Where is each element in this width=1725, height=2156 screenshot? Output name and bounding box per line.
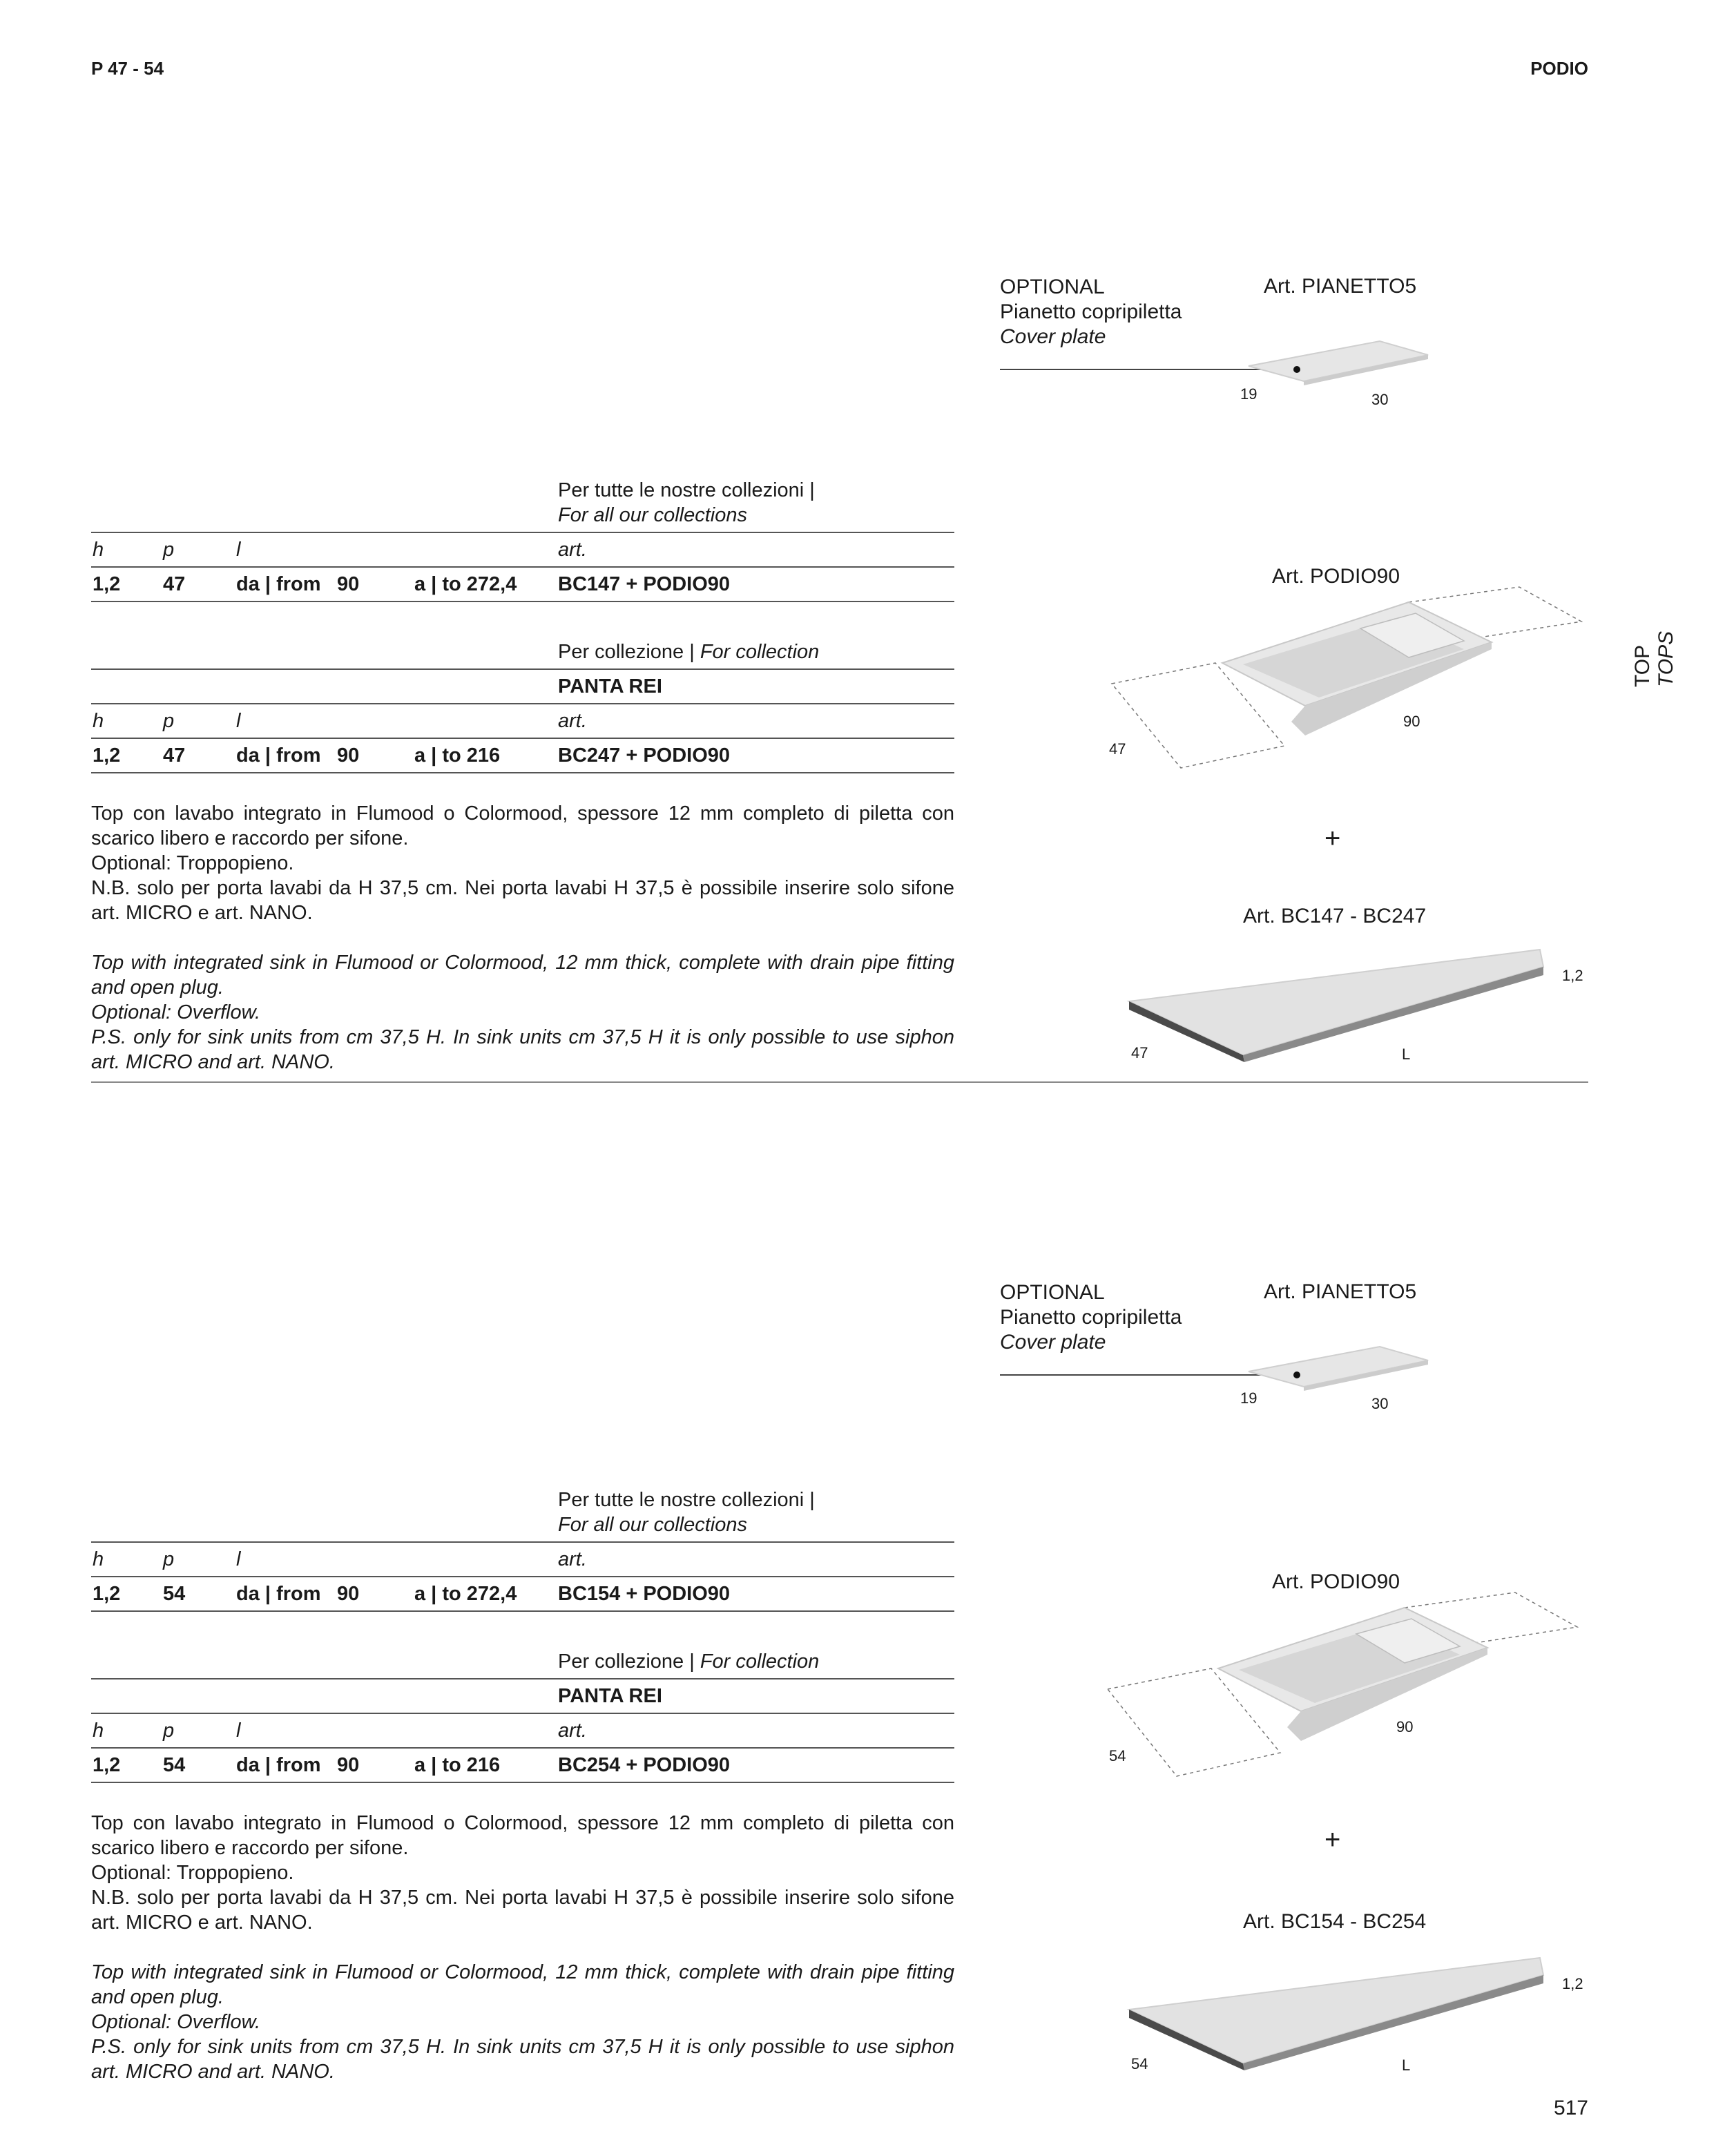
table-header-row bbox=[91, 1543, 954, 1577]
top-slab-drawing bbox=[1126, 1954, 1554, 2079]
header-art: art. bbox=[558, 539, 587, 561]
header-p: p bbox=[163, 710, 175, 732]
top-dim-depth: 47 bbox=[1131, 1044, 1148, 1061]
podio-drawing bbox=[1105, 587, 1588, 773]
page-range: P 47 - 54 bbox=[91, 58, 164, 79]
product-section-1 bbox=[0, 0, 1725, 1073]
cell-from-value: 90 bbox=[337, 573, 360, 595]
description-en-3: P.S. only for sink units from cm 37,5 H. In sink units cm 37,5 H it is only possible to use siphon art. MICRO and art. NANO. bbox=[91, 1026, 954, 1073]
podio-dim-depth: 54 bbox=[1109, 1747, 1126, 1764]
cell-p: 47 bbox=[163, 744, 186, 767]
description-en-1: Top with integrated sink in Flumood or Colormood, 12 mm thick, complete with drain pipe fitting and open plug. bbox=[91, 952, 954, 999]
cell-from-label: da | from bbox=[236, 744, 321, 767]
collection-name-row bbox=[91, 1679, 954, 1714]
table-all-collections bbox=[91, 477, 954, 602]
table-collection-caption: Per collezione | For collection bbox=[558, 641, 820, 663]
top-art-label: Art. BC154 - BC254 bbox=[1243, 1910, 1427, 1933]
podio-dim-width: 90 bbox=[1396, 1718, 1414, 1735]
header-art: art. bbox=[558, 1548, 587, 1570]
cell-h: 1,2 bbox=[93, 1583, 121, 1605]
podio-art-label: Art. PODIO90 bbox=[1272, 1570, 1400, 1593]
table-all-collections bbox=[91, 1486, 954, 1612]
podio-drawing bbox=[1101, 1592, 1584, 1779]
plus-sign: + bbox=[1324, 823, 1341, 854]
cell-art: BC147 + PODIO90 bbox=[558, 573, 731, 595]
podio-dim-width: 90 bbox=[1403, 713, 1420, 730]
description-en-1: Top with integrated sink in Flumood or Colormood, 12 mm thick, complete with drain pipe fitting and open plug. bbox=[91, 1961, 954, 2008]
table-header-row bbox=[91, 704, 954, 739]
header-h: h bbox=[93, 1720, 104, 1742]
description-it-1: Top con lavabo integrato in Flumood o Colormood, spessore 12 mm completo di piletta con scarico libero e raccordo per sifone. bbox=[91, 802, 954, 849]
header-h: h bbox=[93, 539, 104, 561]
table-row bbox=[91, 568, 954, 602]
cover-plate-dim-width: 30 bbox=[1371, 391, 1389, 408]
top-dim-length: L bbox=[1402, 2057, 1411, 2074]
cell-art: BC254 + PODIO90 bbox=[558, 1754, 731, 1776]
top-dim-height: 1,2 bbox=[1562, 967, 1583, 984]
table-caption-italic: For all our collections bbox=[558, 1514, 747, 1536]
table-row bbox=[91, 739, 954, 773]
cell-to: a | to 272,4 bbox=[414, 1583, 517, 1605]
description-en-2: Optional: Overflow. bbox=[91, 1001, 260, 1023]
optional-line2: Cover plate bbox=[1000, 1331, 1106, 1354]
top-dim-depth: 54 bbox=[1131, 2055, 1148, 2072]
header-art: art. bbox=[558, 1720, 587, 1742]
podio-art-label: Art. PODIO90 bbox=[1272, 565, 1400, 588]
cell-from-value: 90 bbox=[337, 1754, 360, 1776]
header-h: h bbox=[93, 710, 104, 732]
product-section-2 bbox=[0, 1007, 1725, 2083]
cell-h: 1,2 bbox=[93, 744, 121, 767]
cell-h: 1,2 bbox=[93, 1754, 121, 1776]
cell-art: BC154 + PODIO90 bbox=[558, 1583, 731, 1605]
description-it-1: Top con lavabo integrato in Flumood o Colormood, spessore 12 mm completo di piletta con scarico libero e raccordo per sifone. bbox=[91, 1812, 954, 1859]
header-l: l bbox=[236, 710, 241, 732]
header-l: l bbox=[236, 1548, 241, 1570]
side-tab-main: TOP bbox=[1631, 644, 1654, 687]
table-header-row bbox=[91, 533, 954, 568]
cell-from-value: 90 bbox=[337, 744, 360, 767]
page-number: 517 bbox=[1553, 2097, 1588, 2119]
optional-art-label: Art. PIANETTO5 bbox=[1264, 1280, 1417, 1303]
cover-plate-dim-width: 30 bbox=[1371, 1395, 1389, 1412]
cell-h: 1,2 bbox=[93, 573, 121, 595]
table-row bbox=[91, 1749, 954, 1783]
plus-sign: + bbox=[1324, 1825, 1341, 1855]
optional-title: OPTIONAL bbox=[1000, 1281, 1105, 1304]
collection-name: PANTA REI bbox=[558, 675, 662, 697]
collection-name-row bbox=[91, 670, 954, 704]
cover-plate-dim-depth: 19 bbox=[1240, 1389, 1257, 1407]
table-collection-caption: Per collezione | For collection bbox=[558, 1650, 820, 1673]
cell-p: 54 bbox=[163, 1583, 186, 1605]
cell-from-label: da | from bbox=[236, 573, 321, 595]
top-dim-length: L bbox=[1402, 1046, 1411, 1063]
cover-plate-dim-depth: 19 bbox=[1240, 385, 1257, 403]
table-header-row bbox=[91, 1714, 954, 1749]
cell-from-label: da | from bbox=[236, 1754, 321, 1776]
collection-name: PANTA REI bbox=[558, 1685, 662, 1707]
top-art-label: Art. BC147 - BC247 bbox=[1243, 905, 1427, 927]
cell-p: 54 bbox=[163, 1754, 186, 1776]
description-en-2: Optional: Overflow. bbox=[91, 2011, 260, 2033]
optional-line1: Pianetto copripiletta bbox=[1000, 300, 1182, 323]
header-l: l bbox=[236, 539, 241, 561]
header-art: art. bbox=[558, 710, 587, 732]
top-dim-height: 1,2 bbox=[1562, 1975, 1583, 1992]
table-collection bbox=[91, 637, 954, 773]
product-name: PODIO bbox=[1530, 58, 1588, 79]
description-it-3: N.B. solo per porta lavabi da H 37,5 cm. Nei porta lavabi H 37,5 è possibile inserire solo sifone art. MICRO e art. NANO. bbox=[91, 877, 954, 924]
table-caption: Per tutte le nostre collezioni | bbox=[558, 1489, 815, 1511]
cell-to: a | to 216 bbox=[414, 1754, 501, 1776]
description-it-3: N.B. solo per porta lavabi da H 37,5 cm. Nei porta lavabi H 37,5 è possibile inserire solo sifone art. MICRO e art. NANO. bbox=[91, 1887, 954, 1934]
cell-p: 47 bbox=[163, 573, 186, 595]
header-h: h bbox=[93, 1548, 104, 1570]
podio-dim-depth: 47 bbox=[1109, 740, 1126, 758]
cell-art: BC247 + PODIO90 bbox=[558, 744, 731, 767]
cell-to: a | to 216 bbox=[414, 744, 501, 767]
description-en-3: P.S. only for sink units from cm 37,5 H. In sink units cm 37,5 H it is only possible to use siphon art. MICRO and art. NANO. bbox=[91, 2036, 954, 2083]
header-p: p bbox=[163, 1720, 175, 1742]
table-caption: Per tutte le nostre collezioni | bbox=[558, 479, 815, 501]
description-it-2: Optional: Troppopieno. bbox=[91, 1862, 294, 1884]
description bbox=[91, 1811, 954, 2084]
header-p: p bbox=[163, 1548, 175, 1570]
cell-from-value: 90 bbox=[337, 1583, 360, 1605]
side-tab-italic: TOPS bbox=[1655, 631, 1677, 687]
cell-from-label: da | from bbox=[236, 1583, 321, 1605]
table-row bbox=[91, 1577, 954, 1612]
optional-title: OPTIONAL bbox=[1000, 276, 1105, 298]
cell-to: a | to 272,4 bbox=[414, 573, 517, 595]
header-l: l bbox=[236, 1720, 241, 1742]
optional-line1: Pianetto copripiletta bbox=[1000, 1306, 1182, 1329]
table-caption-italic: For all our collections bbox=[558, 504, 747, 526]
description-it-2: Optional: Troppopieno. bbox=[91, 852, 294, 874]
optional-line2: Cover plate bbox=[1000, 325, 1106, 348]
table-collection bbox=[91, 1646, 954, 1783]
optional-art-label: Art. PIANETTO5 bbox=[1264, 275, 1417, 298]
header-p: p bbox=[163, 539, 175, 561]
